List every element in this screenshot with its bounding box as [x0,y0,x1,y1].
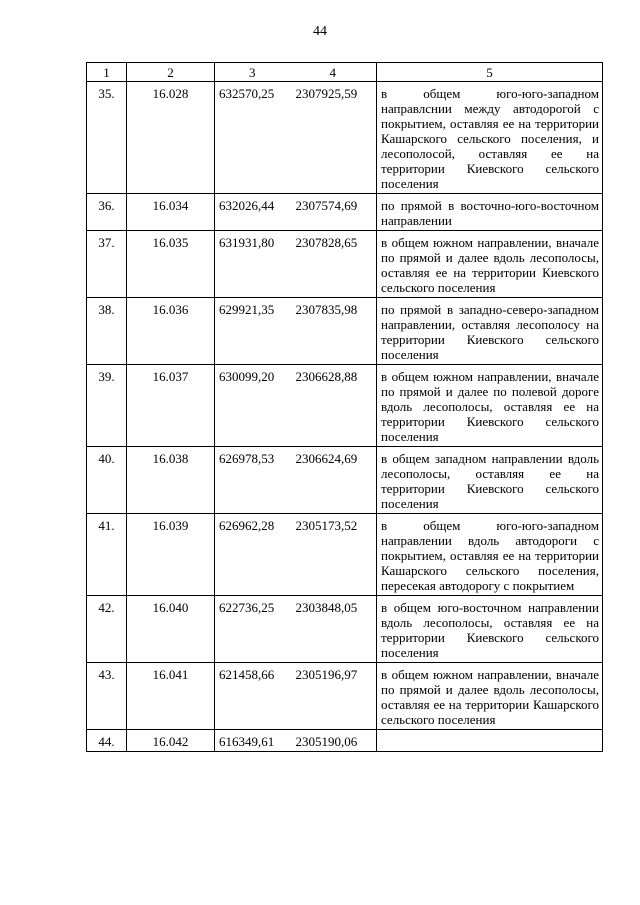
y-coordinate-cell: 2305190,06 [290,730,377,752]
description-cell: в общем южном направлении, вначале по прямой и далее вдоль лесополосы, оставляя ее на территории Кашарского сельского поселения [377,663,603,730]
y-coordinate-cell: 2307574,69 [290,194,377,231]
table-row [87,730,603,752]
x-coordinate-cell: 626962,28 [215,514,290,596]
table-row [87,596,603,663]
table-row [87,231,603,298]
y-coordinate-cell: 2307828,65 [290,231,377,298]
y-coordinate-cell: 2306628,88 [290,365,377,447]
header-cell-4: 4 [290,63,377,82]
page-number: 44 [313,24,327,39]
table-row [87,514,603,596]
row-number-cell: 42. [87,596,127,663]
row-number-cell: 41. [87,514,127,596]
x-coordinate-cell: 632026,44 [215,194,290,231]
boundary-table [86,62,603,752]
point-id-cell: 16.037 [127,365,215,447]
row-number-cell: 39. [87,365,127,447]
row-number-cell: 43. [87,663,127,730]
y-coordinate-cell: 2307835,98 [290,298,377,365]
point-id-cell: 16.041 [127,663,215,730]
table-row [87,365,603,447]
x-coordinate-cell: 621458,66 [215,663,290,730]
x-coordinate-cell: 629921,35 [215,298,290,365]
description-cell: по прямой в западно-северо-западном направлении, оставляя лесополосу на территории Киевского сельского поселения [377,298,603,365]
description-cell: в общем южном направлении, вначале по прямой и далее по полевой дороге вдоль лесополосы, оставляя ее на территории Киевского сельского поселения [377,365,603,447]
description-cell: в общем юго-юго-западном направлснии между автодорогой с покрытием, оставляя ее на территории Кашарского сельского поселения, и лесополосой, оставляя ее на территории Киевского сельского поселения [377,82,603,194]
table-row [87,298,603,365]
x-coordinate-cell: 630099,20 [215,365,290,447]
point-id-cell: 16.036 [127,298,215,365]
y-coordinate-cell: 2306624,69 [290,447,377,514]
row-number-cell: 37. [87,231,127,298]
point-id-cell: 16.039 [127,514,215,596]
header-cell-2: 2 [127,63,215,82]
table-row [87,663,603,730]
x-coordinate-cell: 626978,53 [215,447,290,514]
point-id-cell: 16.042 [127,730,215,752]
row-number-cell: 38. [87,298,127,365]
description-cell: по прямой в восточно-юго-восточном направлении [377,194,603,231]
point-id-cell: 16.038 [127,447,215,514]
y-coordinate-cell: 2305173,52 [290,514,377,596]
point-id-cell: 16.028 [127,82,215,194]
header-cell-5: 5 [377,63,603,82]
point-id-cell: 16.035 [127,231,215,298]
header-row [87,63,603,82]
y-coordinate-cell: 2305196,97 [290,663,377,730]
description-cell: в общем южном направлении, вначале по прямой и далее вдоль лесополосы, оставляя ее на территории Киевского сельского поселения [377,231,603,298]
header-cell-3: 3 [215,63,290,82]
description-cell: в общем юго-восточном направлении вдоль лесополосы, оставляя ее на территории Киевского сельского поселения [377,596,603,663]
table-row [87,194,603,231]
row-number-cell: 36. [87,194,127,231]
x-coordinate-cell: 622736,25 [215,596,290,663]
description-cell: в общем юго-юго-западном направлении вдоль автодороги с покрытием, оставляя ее на территории Кашарского сельского поселения, пересекая автодорогу с покрытием [377,514,603,596]
point-id-cell: 16.040 [127,596,215,663]
y-coordinate-cell: 2303848,05 [290,596,377,663]
x-coordinate-cell: 631931,80 [215,231,290,298]
row-number-cell: 44. [87,730,127,752]
y-coordinate-cell: 2307925,59 [290,82,377,194]
description-cell: в общем западном направлении вдоль лесополосы, оставляя ее на территории Киевского сельского поселения [377,447,603,514]
point-id-cell: 16.034 [127,194,215,231]
row-number-cell: 35. [87,82,127,194]
header-cell-1: 1 [87,63,127,82]
table-row [87,447,603,514]
x-coordinate-cell: 632570,25 [215,82,290,194]
table-row [87,82,603,194]
description-cell [377,730,603,752]
x-coordinate-cell: 616349,61 [215,730,290,752]
row-number-cell: 40. [87,447,127,514]
